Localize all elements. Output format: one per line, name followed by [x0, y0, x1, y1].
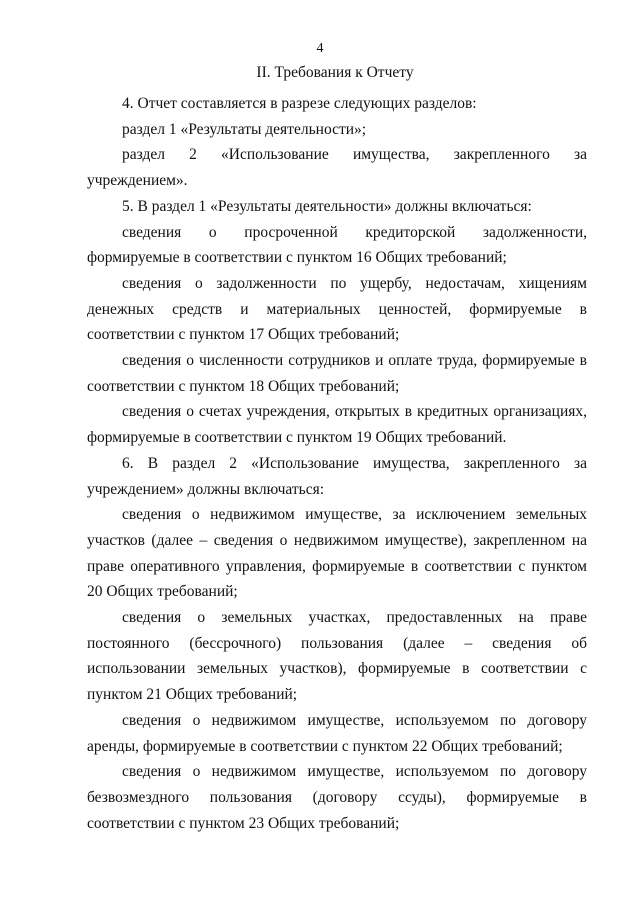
document-body: [87, 91, 587, 836]
paragraph-bank-accounts: сведения о счетах учреждения, открытых в кредитных организациях, формируемые в соответствии с пунктом 19 Общих требований.: [87, 403, 587, 447]
paragraph-staff-count: сведения о численности сотрудников и оплате труда, формируемые в соответствии с пунктом 18 Общих требований;: [87, 352, 587, 395]
paragraph-6: 6. В раздел 2 «Использование имущества, закрепленного за учреждением» должны включаться:: [87, 454, 587, 498]
paragraph-section-1: раздел 1 «Результаты деятельности»;: [122, 120, 367, 138]
paragraph-section-2: раздел 2 «Использование имущества, закрепленного за учреждением».: [87, 146, 587, 190]
paragraph-damage-debt: сведения о задолженности по ущербу, недостачам, хищениям денежных средств и материальных ценностей, формируемые в соответствии с пунктом 17 Общих требований;: [87, 274, 587, 344]
paragraph-5: 5. В раздел 1 «Результаты деятельности» должны включаться:: [122, 197, 532, 215]
paragraph-free-use: сведения о недвижимом имуществе, используемом по договору безвозмездного пользования (договору ссуды), формируемые в соответствии с пунктом 23 Общих требований;: [87, 763, 587, 832]
paragraph-overdue-payables: сведения о просроченной кредиторской задолженности, формируемые в соответствии с пунктом 16 Общих требований;: [87, 223, 587, 267]
paragraph-4: 4. Отчет составляется в разрезе следующих разделов:: [122, 95, 477, 112]
paragraph-land-plots: сведения о земельных участках, предоставленных на праве постоянного (бессрочного) пользования (далее – сведения об использовании земельных участков), формируемые в соответствии с пунктом 21 Общих требований;: [87, 609, 587, 704]
paragraph-real-estate: сведения о недвижимом имуществе, за исключением земельных участков (далее – сведения о недвижимом имуществе), закрепленном на праве оперативного управления, формируемые в соответствии с пунктом 20 Общих требований;: [87, 506, 587, 601]
page-number: 4: [316, 41, 324, 56]
paragraph-lease: сведения о недвижимом имуществе, используемом по договору аренды, формируемые в соответствии с пунктом 22 Общих требований;: [87, 711, 587, 755]
section-heading: II. Требования к Отчету: [256, 64, 414, 81]
